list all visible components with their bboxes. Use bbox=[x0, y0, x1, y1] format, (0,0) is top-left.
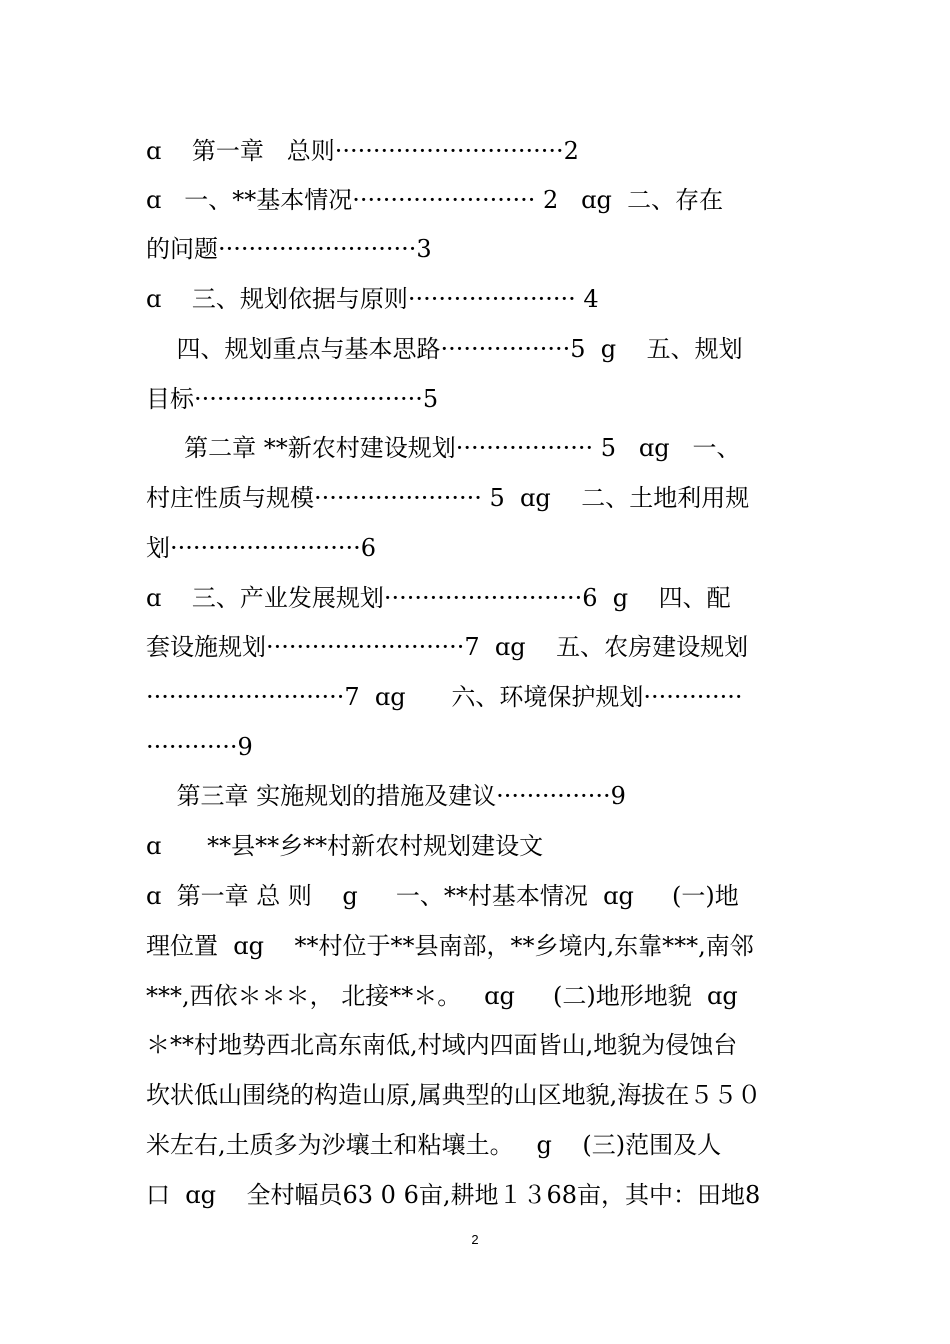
text-line: ***,西依＊＊＊， 北接**＊。 ɑg (二)地形地貌 ɑg bbox=[146, 982, 738, 1010]
text-line: ɑ 三、产业发展规划··························6 g 四、配 bbox=[146, 584, 731, 612]
text-line: ＊**村地势西北高东南低,村域内四面皆山,地貌为侵蚀台 bbox=[146, 1031, 738, 1059]
text-line: 村庄性质与规模······················ 5 ɑg 二、土地利用规 bbox=[146, 484, 750, 512]
text-line: ɑ **县**乡**村新农村规划建设文 bbox=[146, 832, 544, 860]
text-line: 口 ɑg 全村幅员63 0 6亩,耕地１３68亩，其中：田地8 bbox=[146, 1181, 761, 1209]
text-line: 坎状低山围绕的构造山原,属典型的山区地貌,海拔在５５０ bbox=[146, 1081, 762, 1109]
text-line: ··························7 ɑg 六、环境保护规划············· bbox=[146, 683, 743, 711]
text-line: 第二章 **新农村建设规划·················· 5 ɑg 一、 bbox=[146, 434, 741, 462]
text-line: 理位置 ɑg **村位于**县南部，**乡境内,东靠***,南邻 bbox=[146, 932, 754, 960]
text-line: 的问题··························3 bbox=[146, 235, 432, 263]
text-line: 套设施规划··························7 ɑg 五、农房建设规划 bbox=[146, 633, 749, 661]
text-line: ɑ 三、规划依据与原则······················ 4 bbox=[146, 285, 599, 313]
text-line: ɑ 一、**基本情况························ 2 ɑg 二、存在 bbox=[146, 186, 724, 214]
text-line: 米左右,土质多为沙壤土和粘壤土。 g (三)范围及人 bbox=[146, 1131, 722, 1159]
text-line: 划·························6 bbox=[146, 534, 376, 562]
text-line: ɑ 第一章 总则······························2 bbox=[146, 137, 579, 165]
page-number: 2 bbox=[471, 1232, 479, 1247]
text-line: ɑ 第一章 总 则 g 一、**村基本情况 ɑg (一)地 bbox=[146, 882, 739, 910]
text-line: 四、规划重点与基本思路·················5 g 五、规划 bbox=[146, 335, 743, 363]
text-line: 目标······························5 bbox=[146, 385, 439, 413]
text-line: ············9 bbox=[146, 733, 253, 761]
text-line: 第三章 实施规划的措施及建议···············9 bbox=[146, 782, 626, 810]
